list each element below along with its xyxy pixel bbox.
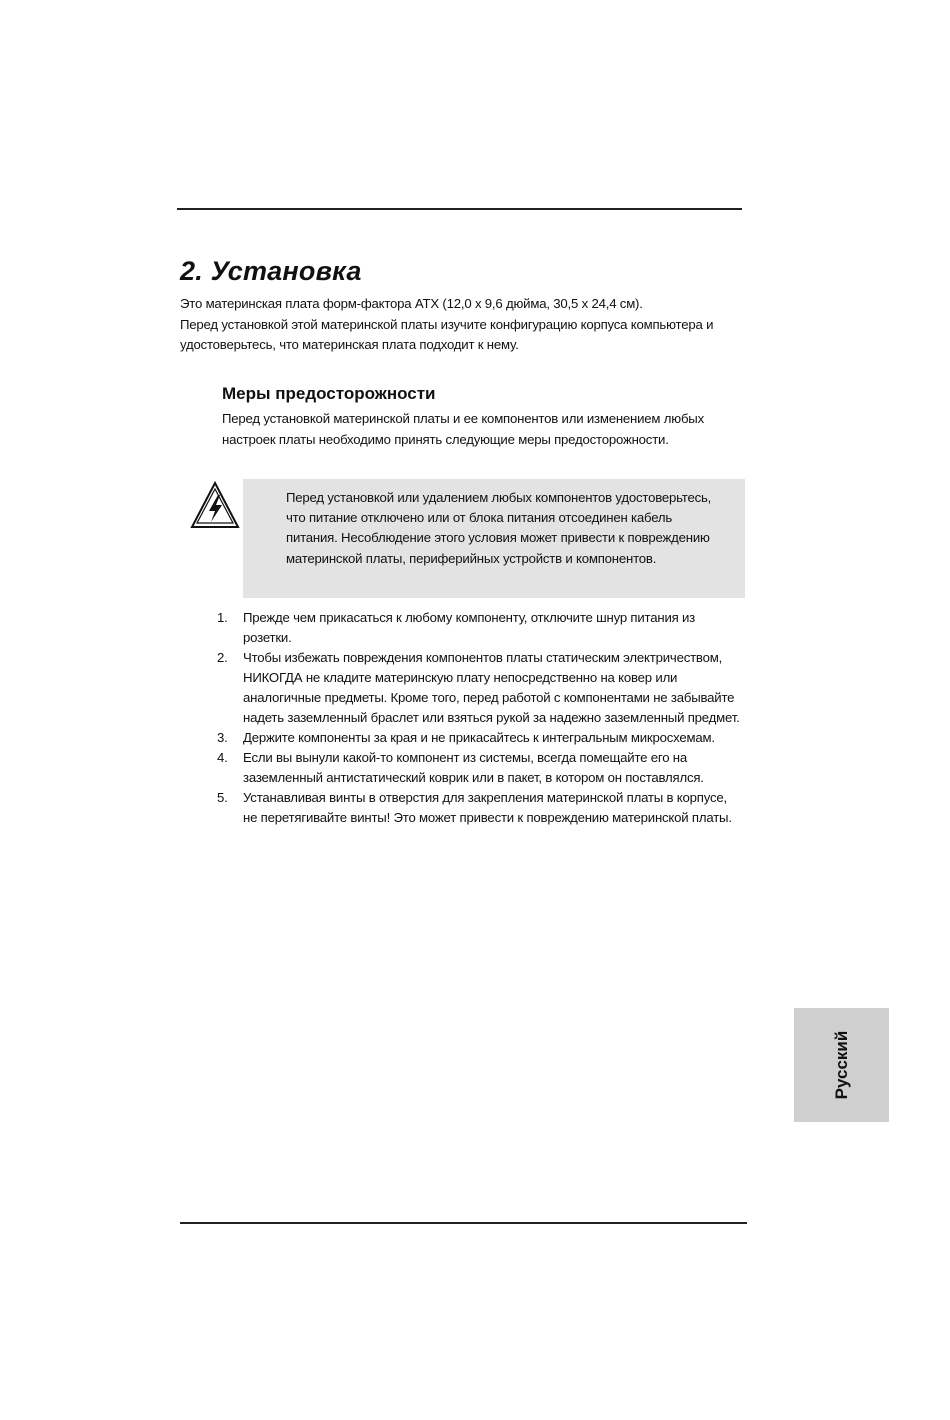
step-3 [212,728,742,748]
step-number: 3. [217,730,228,745]
precaution-steps [212,608,742,828]
step-number: 5. [217,790,228,805]
section-title: 2. Установка [180,256,362,286]
footer-rule [180,1222,747,1224]
step-text: Если вы вынули какой-то компонент из системы, всегда помещайте его на заземленный антистатический коврик или в пакет, в котором он поставлялся. [243,750,704,785]
precautions-heading: Меры предосторожности [222,384,436,403]
step-5 [212,788,742,828]
language-tab [794,1008,889,1122]
precautions-intro: Перед установкой материнской платы и ее компонентов или изменением любых настроек платы необходимо принять следующие меры предосторожности. [222,411,704,447]
step-number: 2. [217,650,228,665]
step-text: Устанавливая винты в отверстия для закрепления материнской платы в корпусе, не перетягивайте винты! Это может привести к повреждению материнской платы. [243,790,732,825]
electric-hazard-icon [189,480,241,530]
step-number: 1. [217,610,228,625]
step-2 [212,648,742,728]
warning-text: Перед установкой или удалением любых компонентов удостоверьтесь, что питание отключено или от блока питания отсоединен кабель питания. Несоблюдение этого условия может привести к повреждению материнской платы, периферийных устройств и компонентов. [286,490,712,566]
step-4 [212,748,742,788]
step-text: Чтобы избежать повреждения компонентов платы статическим электричеством, НИКОГДА не кладите материнскую плату непосредственно на ковер или аналогичные предметы. Кроме того, перед работой с компонентами не забывайте надеть заземленный браслет или взяться рукой за надежно заземленный предмет. [243,650,740,725]
header-rule [177,208,742,210]
warning-note [243,479,745,598]
step-text: Держите компоненты за края и не прикасайтесь к интегральным микросхемам. [243,730,715,745]
step-number: 4. [217,750,228,765]
step-1 [212,608,742,648]
intro-paragraph-form-factor: Это материнская плата форм-фактора ATX (12,0 x 9,6 дюйма, 30,5 x 24,4 см). [180,296,643,311]
language-tab-label: Русский [831,1030,851,1100]
step-text: Прежде чем прикасаться к любому компоненту, отключите шнур питания из розетки. [243,610,696,645]
section-intro [180,294,755,356]
intro-paragraph-case-check: Перед установкой этой материнской платы изучите конфигурацию корпуса компьютера и удостоверьтесь, что материнская плата подходит к нему. [180,316,714,352]
